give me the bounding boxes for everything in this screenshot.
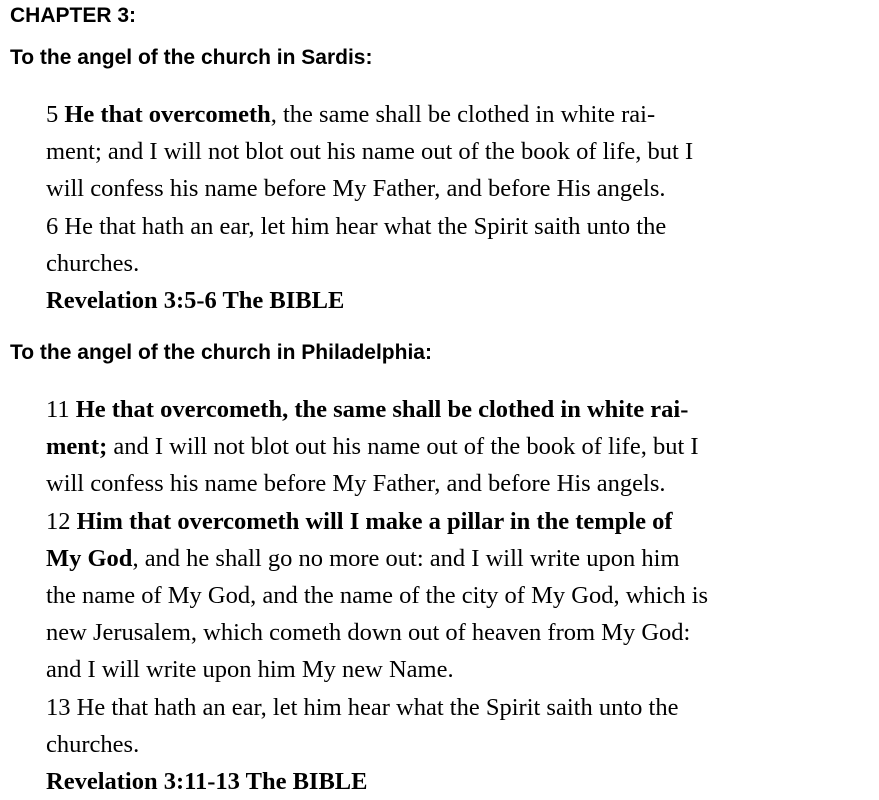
- section-heading-sardis: To the angel of the church in Sardis:: [10, 46, 373, 69]
- verse-line: [46, 726, 708, 763]
- verse-line: [46, 428, 708, 465]
- section-heading-philadelphia: To the angel of the church in Philadelphia:: [10, 341, 432, 364]
- verse-line: [46, 651, 708, 688]
- verse-line: [46, 133, 693, 170]
- verse-text-bold: Him that overcometh will I make a pillar in the temple of: [76, 507, 673, 535]
- verse-line: [46, 577, 708, 614]
- verse-text: will confess his name before My Father, and before His angels.: [46, 175, 666, 203]
- verse-line: [46, 245, 693, 282]
- verse-text: will confess his name before My Father, and before His angels.: [46, 470, 666, 498]
- verse-text-bold: My God: [46, 544, 133, 572]
- verse-text: 12: [46, 507, 77, 535]
- verse-line: [46, 465, 708, 502]
- verse-text-bold: ment;: [46, 433, 108, 461]
- verse-text: 5: [46, 101, 65, 128]
- verse-text: 11: [46, 396, 76, 423]
- scripture-reference: Revelation 3:11-13 The BIBLE: [46, 768, 368, 796]
- verse-block-philadelphia: [46, 391, 708, 800]
- verse-text: 6 He that hath an ear, let him hear what the Spirit saith unto the: [46, 212, 667, 240]
- verse-line: [46, 689, 708, 726]
- verse-text-bold: He that overcometh: [64, 101, 271, 128]
- verse-text: new Jerusalem, which cometh down out of heaven from My God:: [46, 619, 691, 647]
- verse-text: , and he shall go no more out: and I will write upon him: [132, 544, 680, 572]
- verse-line: [46, 614, 708, 651]
- verse-lines: [46, 96, 693, 282]
- verse-text: ment; and I will not blot out his name out of the book of life, but I: [46, 138, 694, 166]
- scripture-reference: Revelation 3:5-6 The BIBLE: [46, 287, 345, 315]
- verse-line: [46, 391, 708, 428]
- verse-line: [46, 503, 708, 540]
- verse-line: [46, 540, 708, 577]
- verse-text: churches.: [46, 730, 140, 758]
- verse-text: 13 He that hath an ear, let him hear what the Spirit saith unto the: [46, 693, 679, 721]
- verse-text: churches.: [46, 249, 140, 277]
- verse-block-sardis: [46, 96, 693, 319]
- verse-line: [46, 96, 693, 133]
- verse-text: , the same shall be clothed in white rai-: [270, 101, 656, 128]
- verse-text: the name of My God, and the name of the city of My God, which is: [46, 582, 709, 610]
- chapter-title: CHAPTER 3:: [10, 4, 137, 27]
- verse-text: and I will write upon him My new Name.: [46, 656, 454, 684]
- verse-line: [46, 208, 693, 245]
- verse-text: and I will not blot out his name out of the book of life, but I: [107, 433, 699, 461]
- verse-text-bold: He that overcometh, the same shall be clothed in white rai-: [75, 396, 689, 423]
- verse-line: [46, 170, 693, 207]
- verse-lines: [46, 391, 708, 763]
